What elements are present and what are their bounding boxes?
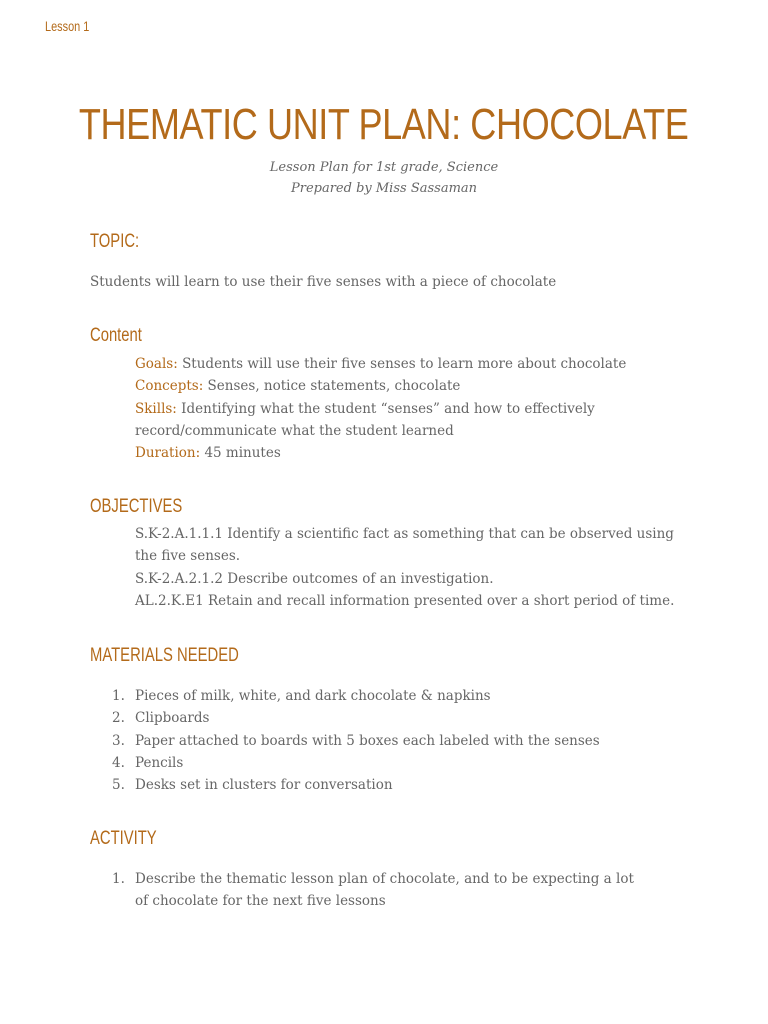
materials-item-text: Pencils — [135, 754, 184, 771]
materials-item — [90, 752, 650, 774]
materials-item — [90, 685, 650, 707]
objective-item: S.K-2.A.1.1.1 Identify a scientific fact as something that can be observed using the five senses. — [135, 526, 674, 565]
content-duration — [135, 442, 680, 464]
materials-item-number: 3. — [112, 732, 125, 749]
materials-item-text: Paper attached to boards with 5 boxes each labeled with the senses — [135, 732, 600, 749]
activity-list — [90, 868, 650, 913]
subtitle-grade: Lesson Plan for 1st grade, Science — [269, 160, 499, 175]
subtitle-author: Prepared by Miss Sassaman — [290, 181, 478, 196]
objective-item: S.K-2.A.2.1.2 Describe outcomes of an investigation. — [135, 570, 494, 587]
content-skills — [135, 398, 680, 443]
content-details — [135, 353, 680, 464]
header-lesson-label: Lesson 1 — [45, 18, 90, 34]
objectives-list — [135, 523, 680, 612]
materials-item-number: 4. — [112, 754, 125, 771]
goals-label: Goals: — [135, 356, 178, 372]
page-title — [0, 100, 768, 150]
materials-list — [90, 685, 650, 796]
topic-text: Students will learn to use their five senses with a piece of chocolate — [90, 274, 557, 290]
duration-text: 45 minutes — [204, 445, 281, 462]
activity-heading: ACTIVITY — [90, 828, 157, 849]
materials-item-text: Desks set in clusters for conversation — [135, 777, 393, 794]
concepts-text: Senses, notice statements, chocolate — [207, 378, 461, 395]
concepts-label: Concepts: — [135, 378, 204, 395]
goals-text: Students will use their five senses to learn more about chocolate — [182, 356, 627, 372]
materials-item — [90, 707, 650, 729]
materials-item-text: Clipboards — [135, 710, 210, 727]
content-goals — [135, 353, 680, 375]
skills-label: Skills: — [135, 400, 177, 417]
activity-item-text: Describe the thematic lesson plan of chocolate, and to be expecting a lot of chocolate for the next five lessons — [135, 871, 634, 910]
content-heading: Content — [90, 325, 142, 346]
activity-item-number: 1. — [112, 871, 125, 887]
content-concepts — [135, 375, 680, 397]
materials-item — [90, 730, 650, 752]
materials-item — [90, 774, 650, 796]
materials-item-number: 1. — [112, 688, 125, 704]
page-title-text: THEMATIC UNIT PLAN: CHOCOLATE — [79, 100, 689, 149]
topic-heading: TOPIC: — [90, 231, 140, 252]
materials-item-number: 2. — [112, 710, 125, 727]
skills-text: Identifying what the student “senses” and how to effectively record/communicate what the student learned — [135, 400, 595, 439]
materials-item-number: 5. — [112, 777, 125, 794]
objectives-heading: OBJECTIVES — [90, 496, 183, 517]
materials-item-text: Pieces of milk, white, and dark chocolate & napkins — [135, 688, 491, 704]
objective-item: AL.2.K.E1 Retain and recall information presented over a short period of time. — [135, 592, 675, 609]
activity-item — [90, 868, 650, 913]
materials-heading: MATERIALS NEEDED — [90, 645, 239, 666]
duration-label: Duration: — [135, 445, 201, 462]
